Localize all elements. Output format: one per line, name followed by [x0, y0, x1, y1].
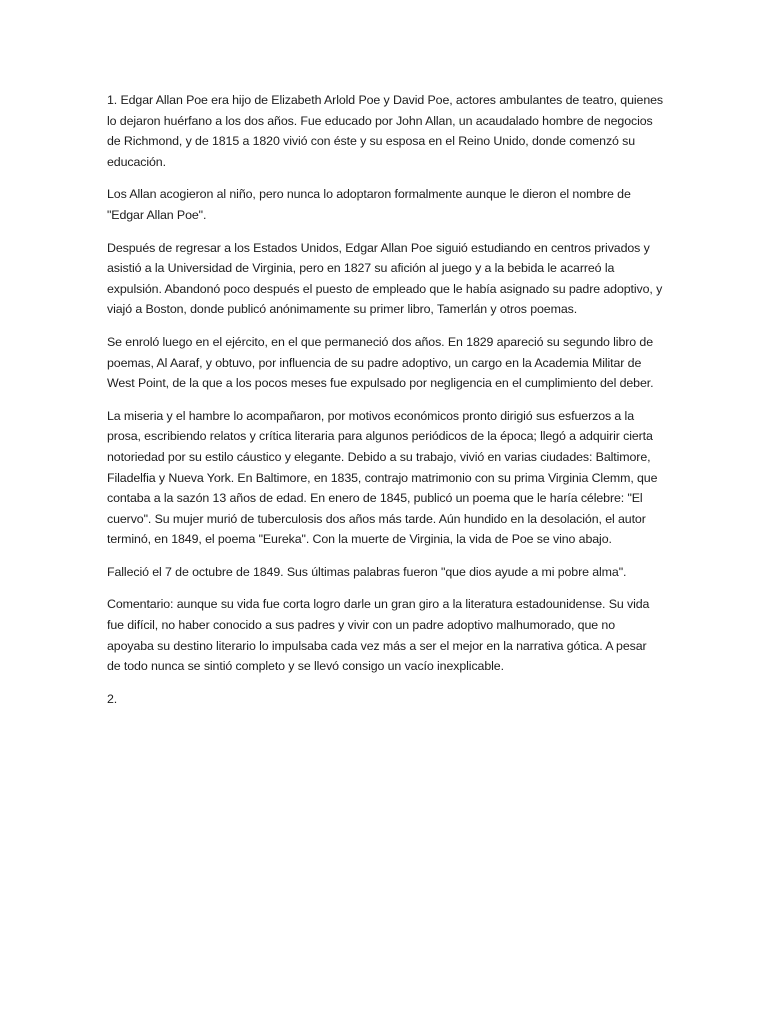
paragraph-item-2: 2.	[107, 691, 118, 706]
paragraph-career: La miseria y el hambre lo acompañaron, por motivos económicos pronto dirigió sus esfuerzos a la prosa, escribiendo relatos y crítica literaria para algunos periódicos de la época; llegó a adquirir cierta notoriedad por su estilo cáustico y elegante. Debido a su trabajo, vivió en varias ciudades: Baltimore, Filadelfia y Nueva York. En Baltimore, en 1835, contrajo matrimonio con su prima Virginia Clemm, que contaba a la sazón 13 años de edad. En enero de 1845, publicó un poema que le haría célebre: "El cuervo". Su mujer murió de tuberculosis dos años más tarde. Aún hundido en la desolación, el autor terminó, en 1849, el poema "Eureka". Con la muerte de Virginia, la vida de Poe se vino abajo.	[107, 408, 658, 547]
paragraph-death: Falleció el 7 de octubre de 1849. Sus últimas palabras fueron "que dios ayude a mi pobre alma".	[107, 564, 627, 579]
document-body	[107, 90, 663, 721]
paragraph-biography-intro: 1. Edgar Allan Poe era hijo de Elizabeth Arlold Poe y David Poe, actores ambulantes de teatro, quienes lo dejaron huérfano a los dos años. Fue educado por John Allan, un acaudalado hombre de negocios de Richmond, y de 1815 a 1820 vivió con éste y su esposa en el Reino Unido, donde comenzó su educación.	[107, 93, 663, 169]
paragraph-education: Después de regresar a los Estados Unidos, Edgar Allan Poe siguió estudiando en centros privados y asistió a la Universidad de Virginia, pero en 1827 su afición al juego y a la bebida le acarreó la expulsión. Abandonó poco después el puesto de empleado que le había asignado su padre adoptivo, y viajó a Boston, donde publicó anónimamente su primer libro, Tamerlán y otros poemas.	[107, 240, 663, 317]
paragraph-commentary: Comentario: aunque su vida fue corta logro darle un gran giro a la literatura estadounidense. Su vida fue difícil, no haber conocido a sus padres y vivir con un padre adoptivo malhumorado, que no apoyaba su destino literario lo impulsaba cada vez más a ser el mejor en la narrativa gótica. A pesar de todo nunca se sintió completo y se llevó consigo un vacío inexplicable.	[107, 597, 650, 674]
paragraph-military: Se enroló luego en el ejército, en el que permaneció dos años. En 1829 apareció su segundo libro de poemas, Al Aaraf, y obtuvo, por influencia de su padre adoptivo, un cargo en la Academia Militar de West Point, de la que a los pocos meses fue expulsado por negligencia en el cumplimiento del deber.	[107, 334, 654, 391]
paragraph-allan-adoption: Los Allan acogieron al niño, pero nunca lo adoptaron formalmente aunque le dieron el nombre de "Edgar Allan Poe".	[107, 187, 631, 222]
